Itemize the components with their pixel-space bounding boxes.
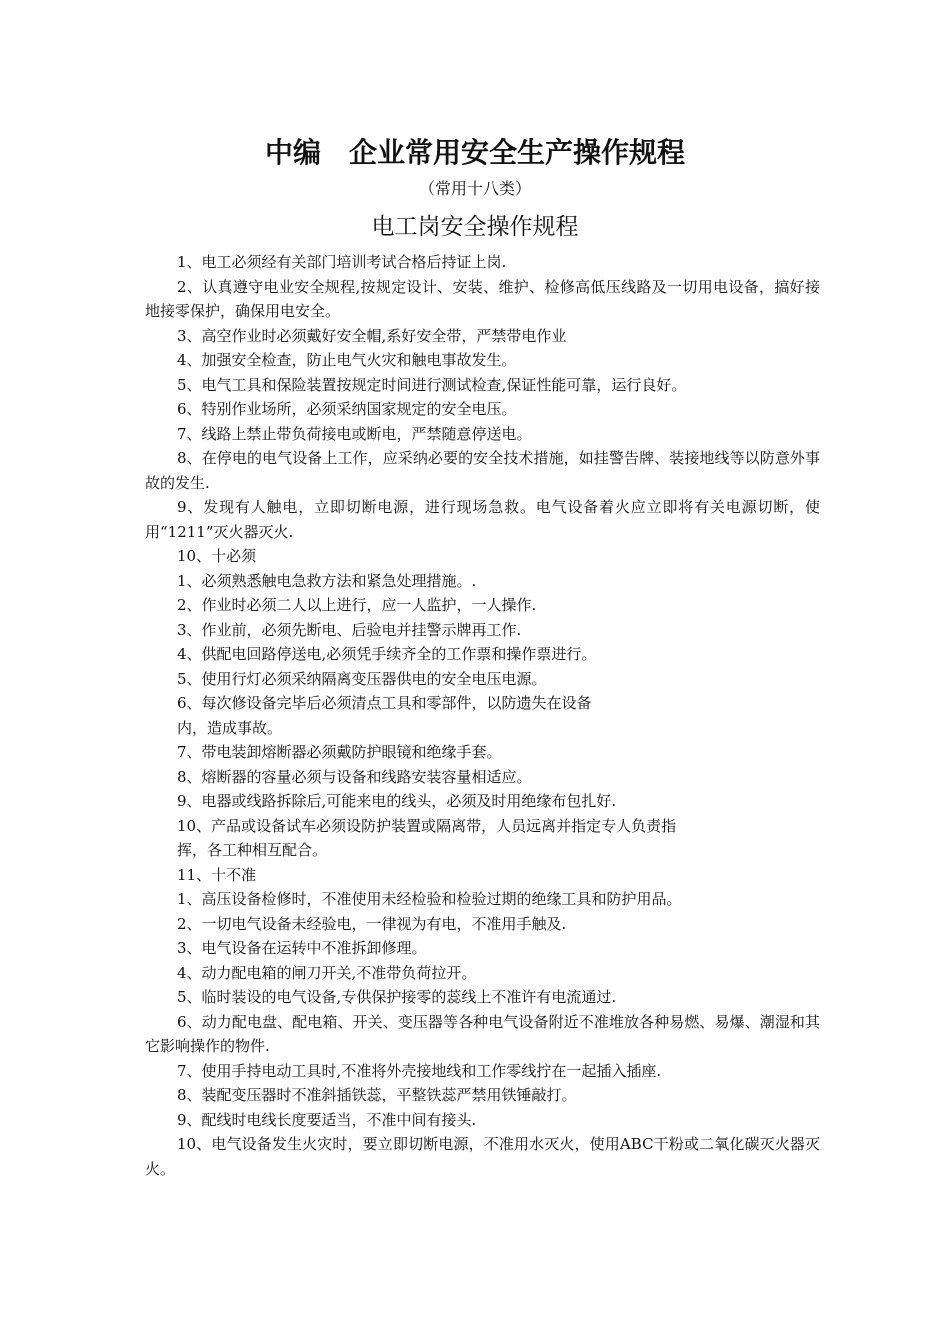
document-title: 中编 企业常用安全生产操作规程	[264, 136, 685, 169]
paragraph-l27: 4、动力配电箱的闸刀开关,不准带负荷拉开。	[177, 963, 477, 982]
paragraph-l29: 6、动力配电盘、配电箱、开关、变压器等各种电气设备附近不准堆放各种易燃、易爆、潮湿和其它影响操作的物件.	[145, 1012, 820, 1055]
paragraph-l12: 2、作业时必须二人以上进行，应一人监护，一人操作.	[177, 596, 537, 614]
paragraph-l08: 8、在停电的电气设备上工作，应采纳必要的安全技术措施，如挂警告牌、装接地线等以防意外事故的发生.	[145, 449, 820, 492]
paragraph-l24: 1、高压设备检修时，不准使用未经检验和检验过期的绝缘工具和防护用品。	[177, 890, 682, 908]
paragraph-l14: 4、供配电回路停送电,必须凭手续齐全的工作票和操作票进行。	[177, 645, 597, 663]
paragraph-l22: 挥，各工种相互配合。	[177, 841, 328, 859]
document-body	[145, 250, 820, 1181]
paragraph-l07: 7、线路上禁止带负荷接电或断电，严禁随意停送电。	[177, 424, 532, 443]
paragraph-l05: 5、电气工具和保险装置按规定时间进行测试检查,保证性能可靠，运行良好。	[177, 375, 687, 394]
paragraph-l04: 4、加强安全检查，防止电气火灾和触电事故发生。	[177, 351, 517, 369]
paragraph-l13: 3、作业前，必须先断电、后验电并挂警示牌再工作.	[177, 620, 522, 639]
paragraph-l02: 2、认真遵守电业安全规程,按规定设计、安装、维护、检修高低压线路及一切用电设备，搞好接地接零保护，确保用电安全。	[145, 277, 820, 320]
paragraph-l20: 9、电器或线路拆除后,可能来电的线头，必须及时用绝缘布包扎好.	[177, 792, 617, 810]
paragraph-l19: 8、熔断器的容量必须与设备和线路安装容量相适应。	[177, 767, 532, 786]
paragraph-l33: 10、电气设备发生火灾时，要立即切断电源，不准用水灭火，使用ABC干粉或二氧化碳灭火器灭火。	[145, 1135, 820, 1178]
paragraph-l30: 7、使用手持电动工具时,不准将外壳接地线和工作零线拧在一起插入插座.	[177, 1061, 662, 1080]
paragraph-l21: 10、产品或设备试车必须设防护装置或隔离带，人员远离并指定专人负责指	[177, 816, 677, 835]
paragraph-l15: 5、使用行灯必须采纳隔离变压器供电的安全电压电源。	[177, 669, 547, 688]
paragraph-l25: 2、一切电气设备未经验电，一律视为有电，不准用手触及.	[177, 914, 567, 933]
paragraph-l31: 8、装配变压器时不准斜插铁蕊，平整铁蕊严禁用铁锤敲打。	[177, 1086, 577, 1104]
paragraph-l18: 7、带电装卸熔断器必须戴防护眼镜和绝缘手套。	[177, 743, 502, 761]
paragraph-l09: 9、发现有人触电，立即切断电源，进行现场急救。电气设备着火应立即将有关电源切断，使用“1211”灭火器灭火.	[145, 498, 820, 541]
document-subtitle: （常用十八类）	[418, 179, 531, 198]
paragraph-l11: 1、必须熟悉触电急救方法和紧急处理措施。.	[177, 571, 477, 590]
paragraph-l26: 3、电气设备在运转中不准拆卸修理。	[177, 939, 427, 957]
paragraph-l23: 11、十不准	[177, 865, 257, 884]
paragraph-l01: 1、电工必须经有关部门培训考试合格后持证上岗.	[177, 253, 507, 271]
paragraph-l06: 6、特别作业场所，必须采纳国家规定的安全电压。	[177, 400, 517, 418]
paragraph-l03: 3、高空作业时必须戴好安全帽,系好安全带，严禁带电作业	[177, 326, 567, 345]
paragraph-l17: 内，造成事故。	[177, 718, 283, 737]
paragraph-l10: 10、十必须	[177, 547, 257, 565]
paragraph-l16: 6、每次修设备完毕后必须清点工具和零部件，以防遗失在设备	[177, 694, 592, 712]
paragraph-l28: 5、临时装设的电气设备,专供保护接零的蕊线上不准许有电流通过.	[177, 988, 617, 1006]
section-heading: 电工岗安全操作规程	[371, 214, 579, 240]
paragraph-l32: 9、配线时电线长度要适当，不准中间有接头.	[177, 1110, 477, 1129]
